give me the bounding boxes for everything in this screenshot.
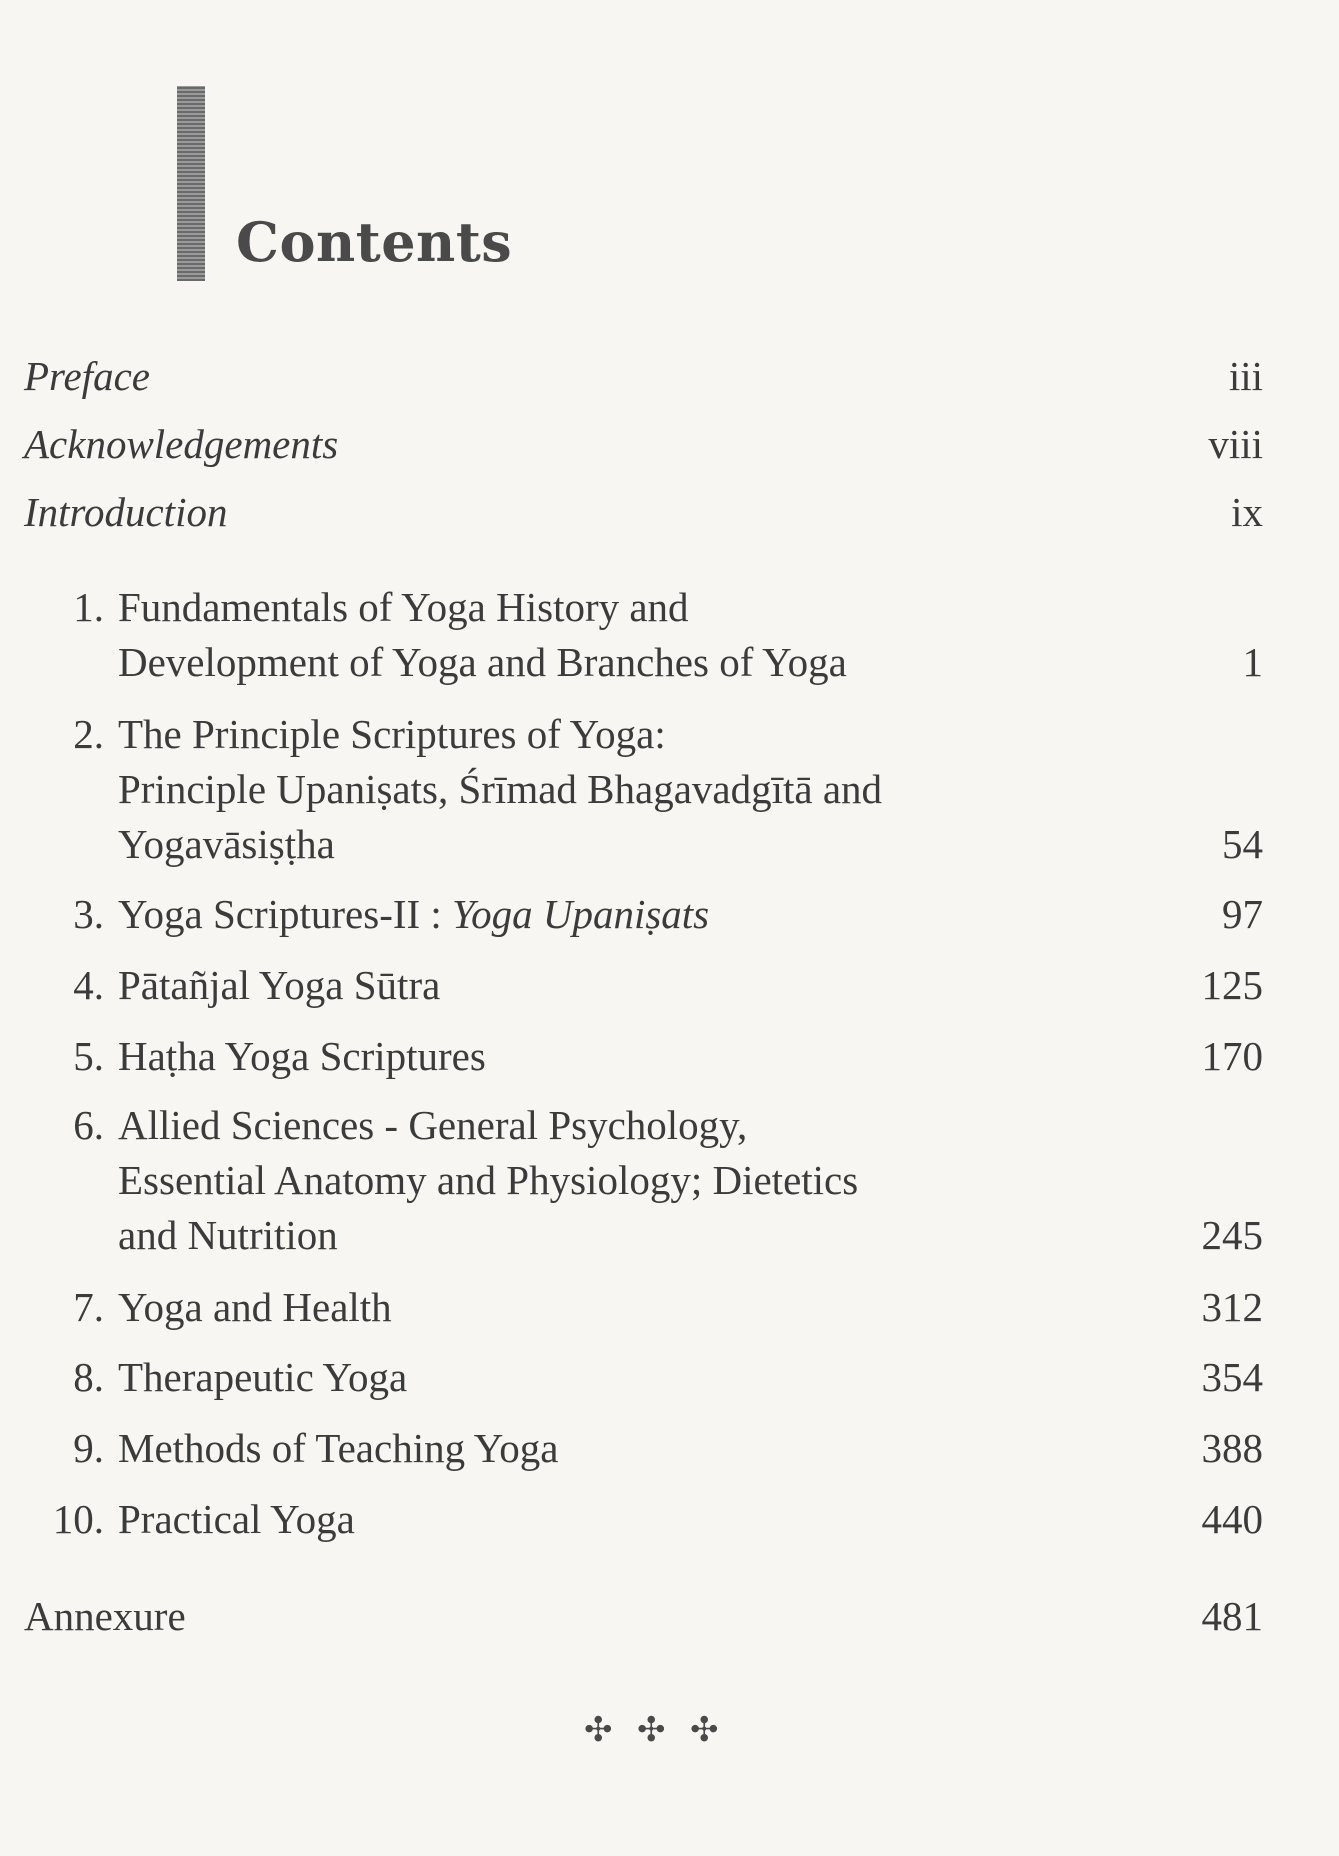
chapter-title-line: Yoga and Health (118, 1284, 392, 1330)
toc-chapter-10 (0, 1492, 1263, 1547)
toc-chapter-4 (0, 958, 1263, 1013)
toc-chapter-3 (0, 887, 1263, 942)
chapter-title-line: Haṭha Yoga Scriptures (118, 1033, 486, 1079)
chapter-number: 9. (73, 1425, 104, 1471)
chapter-title (118, 958, 440, 1013)
toc-entry-page: iii (1228, 353, 1263, 399)
chapter-title-line: Therapeutic Yoga (118, 1354, 408, 1400)
chapter-number: 6. (73, 1102, 104, 1148)
chapter-page: 170 (1201, 1033, 1263, 1079)
chapter-title-line: Yogavāsiṣṭha (118, 821, 335, 867)
toc-chapter-5 (0, 1029, 1263, 1084)
chapter-title (118, 580, 847, 690)
toc-entry-introduction (24, 488, 1263, 538)
chapter-page: 354 (1201, 1354, 1263, 1400)
toc-entry-label: Introduction (24, 489, 228, 535)
toc-entry-page: viii (1208, 421, 1263, 467)
section-end-ornament: ✣ ✣ ✣ (584, 1712, 727, 1749)
toc-entry-preface (24, 352, 1263, 402)
chapter-page: 54 (1222, 821, 1263, 867)
chapter-title (118, 1280, 392, 1335)
chapter-title-line: and Nutrition (118, 1212, 338, 1258)
chapter-title-line: Principle Upaniṣats, Śrīmad Bhagavadgītā and (118, 766, 883, 812)
chapter-title (118, 707, 882, 872)
toc-chapter-1 (0, 580, 1263, 690)
chapter-title (118, 1098, 858, 1263)
toc-entry-page: ix (1231, 489, 1263, 535)
chapter-title-line: Methods of Teaching Yoga (118, 1425, 559, 1471)
toc-entry-label: Acknowledgements (24, 421, 339, 467)
chapter-number: 10. (52, 1496, 104, 1542)
toc-entry-label: Preface (24, 353, 150, 399)
chapter-title-main: Yoga Scriptures-II : (118, 891, 453, 937)
chapter-page: 388 (1201, 1425, 1263, 1471)
toc-entry-acknowledgements (24, 420, 1263, 470)
chapter-number: 5. (73, 1033, 104, 1079)
chapter-number: 7. (73, 1284, 104, 1330)
page-title: Contents (236, 210, 513, 274)
toc-chapter-6 (0, 1098, 1263, 1263)
chapter-page: 440 (1201, 1496, 1263, 1542)
toc-entry-page: 481 (1201, 1593, 1263, 1639)
chapter-title (118, 1492, 355, 1547)
chapter-title-line: Essential Anatomy and Physiology; Dietetics (118, 1157, 859, 1203)
chapter-title-italic: Yoga Upaniṣats (452, 891, 710, 937)
chapter-number: 2. (73, 711, 104, 757)
toc-entry-annexure (24, 1592, 1263, 1647)
chapter-title-line: Fundamentals of Yoga History and (118, 584, 689, 630)
chapter-title-line: The Principle Scriptures of Yoga: (118, 711, 666, 757)
chapter-number: 3. (73, 891, 104, 937)
chapter-title (118, 1029, 486, 1084)
chapter-title (118, 1421, 559, 1476)
chapter-number: 1. (73, 584, 104, 630)
chapter-title (118, 887, 709, 942)
chapter-page: 312 (1201, 1284, 1263, 1330)
toc-chapter-9 (0, 1421, 1263, 1476)
toc-chapter-8 (0, 1350, 1263, 1405)
chapter-page: 97 (1222, 891, 1263, 937)
chapter-title-line: Development of Yoga and Branches of Yoga (118, 639, 847, 685)
toc-chapter-2 (0, 707, 1263, 872)
chapter-number: 4. (73, 962, 104, 1008)
chapter-title-line: Pātañjal Yoga Sūtra (118, 962, 441, 1008)
chapter-number: 8. (73, 1354, 104, 1400)
chapter-title-line: Practical Yoga (118, 1496, 355, 1542)
toc-entry-label: Annexure (24, 1593, 186, 1639)
title-decorative-bar (177, 86, 205, 281)
chapter-page: 125 (1201, 962, 1263, 1008)
chapter-title (118, 1350, 407, 1405)
chapter-page: 1 (1242, 639, 1263, 685)
chapter-title-line: Allied Sciences - General Psychology, (118, 1102, 748, 1148)
chapter-page: 245 (1201, 1212, 1263, 1258)
toc-chapter-7 (0, 1280, 1263, 1335)
